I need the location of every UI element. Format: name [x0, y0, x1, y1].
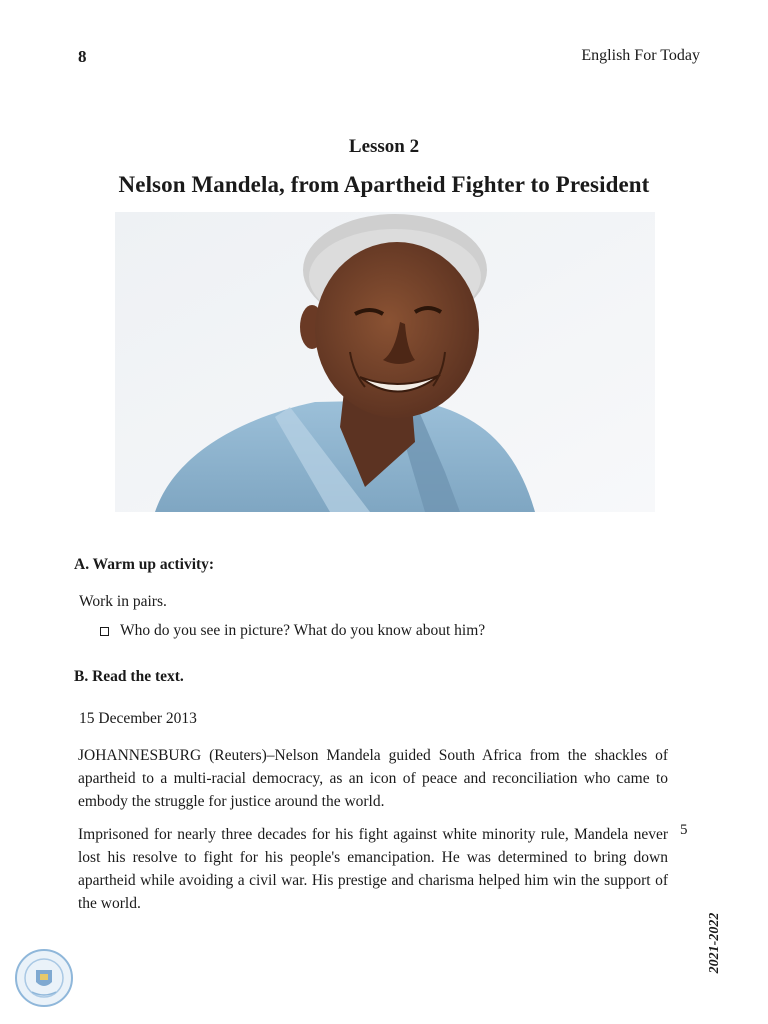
portrait-photo	[115, 212, 655, 512]
article-date: 15 December 2013	[79, 710, 197, 727]
warm-up-question-text: Who do you see in picture? What do you know about him?	[120, 622, 486, 639]
article-paragraph-1: JOHANNESBURG (Reuters)–Nelson Mandela guided South Africa from the shackles of apartheid to a multi-racial democracy, as an icon of peace and reconciliation who came to embody the struggle for justice around the world.	[78, 747, 668, 810]
book-title: English For Today	[581, 47, 700, 64]
reading-heading: B. Read the text.	[74, 668, 184, 685]
warm-up-instruction: Work in pairs.	[79, 593, 167, 610]
board-seal-logo	[14, 948, 74, 1008]
checkbox-icon	[100, 627, 109, 636]
line-number-marker: 5	[680, 822, 688, 838]
year-stamp	[700, 905, 730, 980]
lesson-label: Lesson 2	[348, 136, 420, 157]
warm-up-question	[100, 622, 485, 640]
portrait-illustration	[115, 212, 655, 512]
warm-up-heading: A. Warm up activity:	[74, 556, 215, 573]
page-number: 8	[78, 47, 87, 66]
article-paragraph-2: Imprisoned for nearly three decades for his fight against white minority rule, Mandela never lost his resolve to fight for his people's emancipation. He was determined to bring down apartheid while avoiding a civil war. His prestige and charisma helped him win the support of the world.	[78, 826, 668, 912]
lesson-title: Nelson Mandela, from Apartheid Fighter to President	[118, 172, 650, 197]
year-stamp-text: 2021-2022	[707, 912, 722, 973]
